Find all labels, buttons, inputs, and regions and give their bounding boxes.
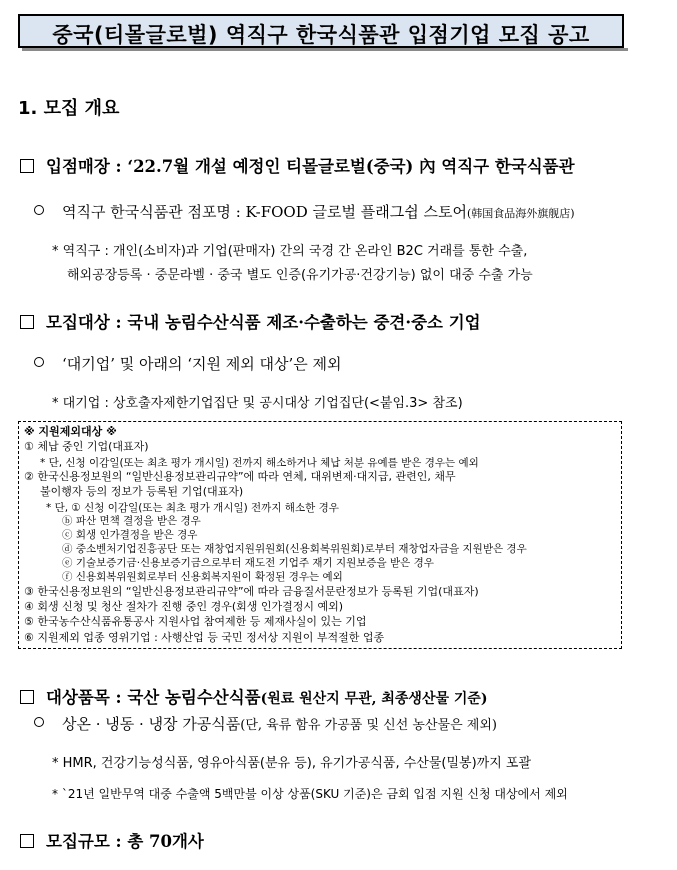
target-sub-text: ‘대기업’ 및 아래의 ‘지원 제외 대상’은 제외: [62, 355, 342, 373]
checkbox-square-icon: [20, 690, 34, 704]
checkbox-square-icon: [20, 315, 34, 329]
circle-bullet-icon: [34, 717, 44, 727]
venue-heading: [20, 153, 575, 177]
exclusion-title: ※ 지원제외대상 ※: [24, 425, 117, 438]
items-sub: [34, 713, 497, 734]
exclusion-line: * 단, ① 신청 이감일(또는 최초 평가 개시일) 전까지 해소한 경우: [46, 502, 339, 514]
circle-bullet-icon: [34, 205, 44, 215]
venue-sub: [34, 201, 575, 222]
exclusion-line: ③ 한국신용정보원의 “일반신용정보관리규약”에 따라 금융질서문란정보가 등록된 기업(대표자): [24, 585, 479, 598]
section-heading: 1. 모집 개요: [18, 98, 120, 119]
items-heading: [20, 684, 488, 708]
exclusion-line: ② 한국신용정보원의 “일반신용정보관리규약”에 따라 연체, 대위변제·대지급, 관련인, 채무: [24, 470, 456, 483]
circle-bullet-icon: [34, 357, 44, 367]
target-note: * 대기업 : 상호출자제한기업집단 및 공시대상 기업집단(<붙임.3> 참조): [52, 396, 463, 411]
exclusion-line: ⓓ 중소벤처기업진흥공단 또는 재창업지원위원회(신용회복위원회)로부터 재창업자금을 지원받은 경우: [62, 543, 527, 555]
scale-heading-text: 모집규모 : 총 70개사: [46, 832, 204, 851]
scale-heading: [20, 828, 204, 852]
venue-store-name: 역직구 한국식품관 점포명 : K-FOOD 글로벌 플래그쉽 스토어: [62, 203, 467, 221]
exclusion-line: 불이행자 등의 정보가 등록된 기업(대표자): [40, 485, 244, 498]
exclusion-line: ⑤ 한국농수산식품유통공사 지원사업 참여제한 등 제재사실이 있는 기업: [24, 615, 367, 628]
checkbox-square-icon: [20, 159, 34, 173]
exclusion-line: ⓕ 신용회복위원회로부터 신용회복지원이 확정된 경우는 예외: [62, 571, 343, 583]
checkbox-square-icon: [20, 834, 34, 848]
target-heading-text: 모집대상 : 국내 농림수산식품 제조·수출하는 중견·중소 기업: [46, 313, 481, 332]
exclusion-line: * 단, 신청 이감일(또는 최초 평가 개시일) 전까지 해소하거나 체납 처분 유예를 받은 경우는 예외: [40, 457, 479, 469]
items-note-2: * `21년 일반무역 대중 수출액 5백만불 이상 상품(SKU 기준)은 금회 입점 지원 신청 대상에서 제외: [52, 787, 568, 801]
venue-heading-text: 입점매장 : ‘22.7월 개설 예정인 티몰글로벌(중국) 內 역직구 한국식품관: [46, 157, 575, 176]
venue-note-2: 해외공장등록 · 중문라벨 · 중국 별도 인증(유기가공·건강기능) 없이 대중 수출 가능: [67, 268, 533, 283]
items-heading-text: 대상품목 : 국산 농림수산식품: [46, 688, 261, 707]
items-sub-text: 상온 · 냉동 · 냉장 가공식품: [62, 715, 241, 733]
venue-note-1: * 역직구 : 개인(소비자)과 기업(판매자) 간의 국경 간 온라인 B2C 거래를 통한 수출,: [52, 244, 528, 259]
items-heading-paren: (원료 원산지 무관, 최종생산물 기준): [260, 691, 488, 707]
exclusion-line: ⓒ 회생 인가결정을 받은 경우: [62, 529, 198, 541]
items-sub-paren: (단, 육류 함유 가공품 및 신선 농산물은 제외): [240, 718, 497, 733]
items-note-1: * HMR, 건강기능성식품, 영유아식품(분유 등), 유기가공식품, 수산물(밀봉)까지 포괄: [52, 756, 532, 771]
exclusion-line: ⑥ 지원제외 업종 영위기업 : 사행산업 등 국민 정서상 지원이 부적절한 업종: [24, 631, 385, 644]
page-title: 중국(티몰글로벌) 역직구 한국식품관 입점기업 모집 공고: [52, 23, 590, 47]
exclusion-line: ⓔ 기술보증기금·신용보증기금으로부터 재도전 기업주 재기 지원보증을 받은 경우: [62, 557, 434, 569]
exclusion-line: ⓑ 파산 면책 결정을 받은 경우: [62, 515, 201, 527]
target-sub: [34, 353, 342, 374]
exclusion-line: ① 체납 중인 기업(대표자): [24, 440, 149, 453]
exclusion-line: ④ 회생 신청 및 청산 절차가 진행 중인 경우(회생 인가결정시 예외): [24, 600, 344, 613]
title-shadow: [22, 48, 628, 51]
target-heading: [20, 309, 481, 333]
venue-store-chinese: (韩国食品海外旗舰店): [466, 207, 575, 220]
title-box: [18, 14, 624, 48]
